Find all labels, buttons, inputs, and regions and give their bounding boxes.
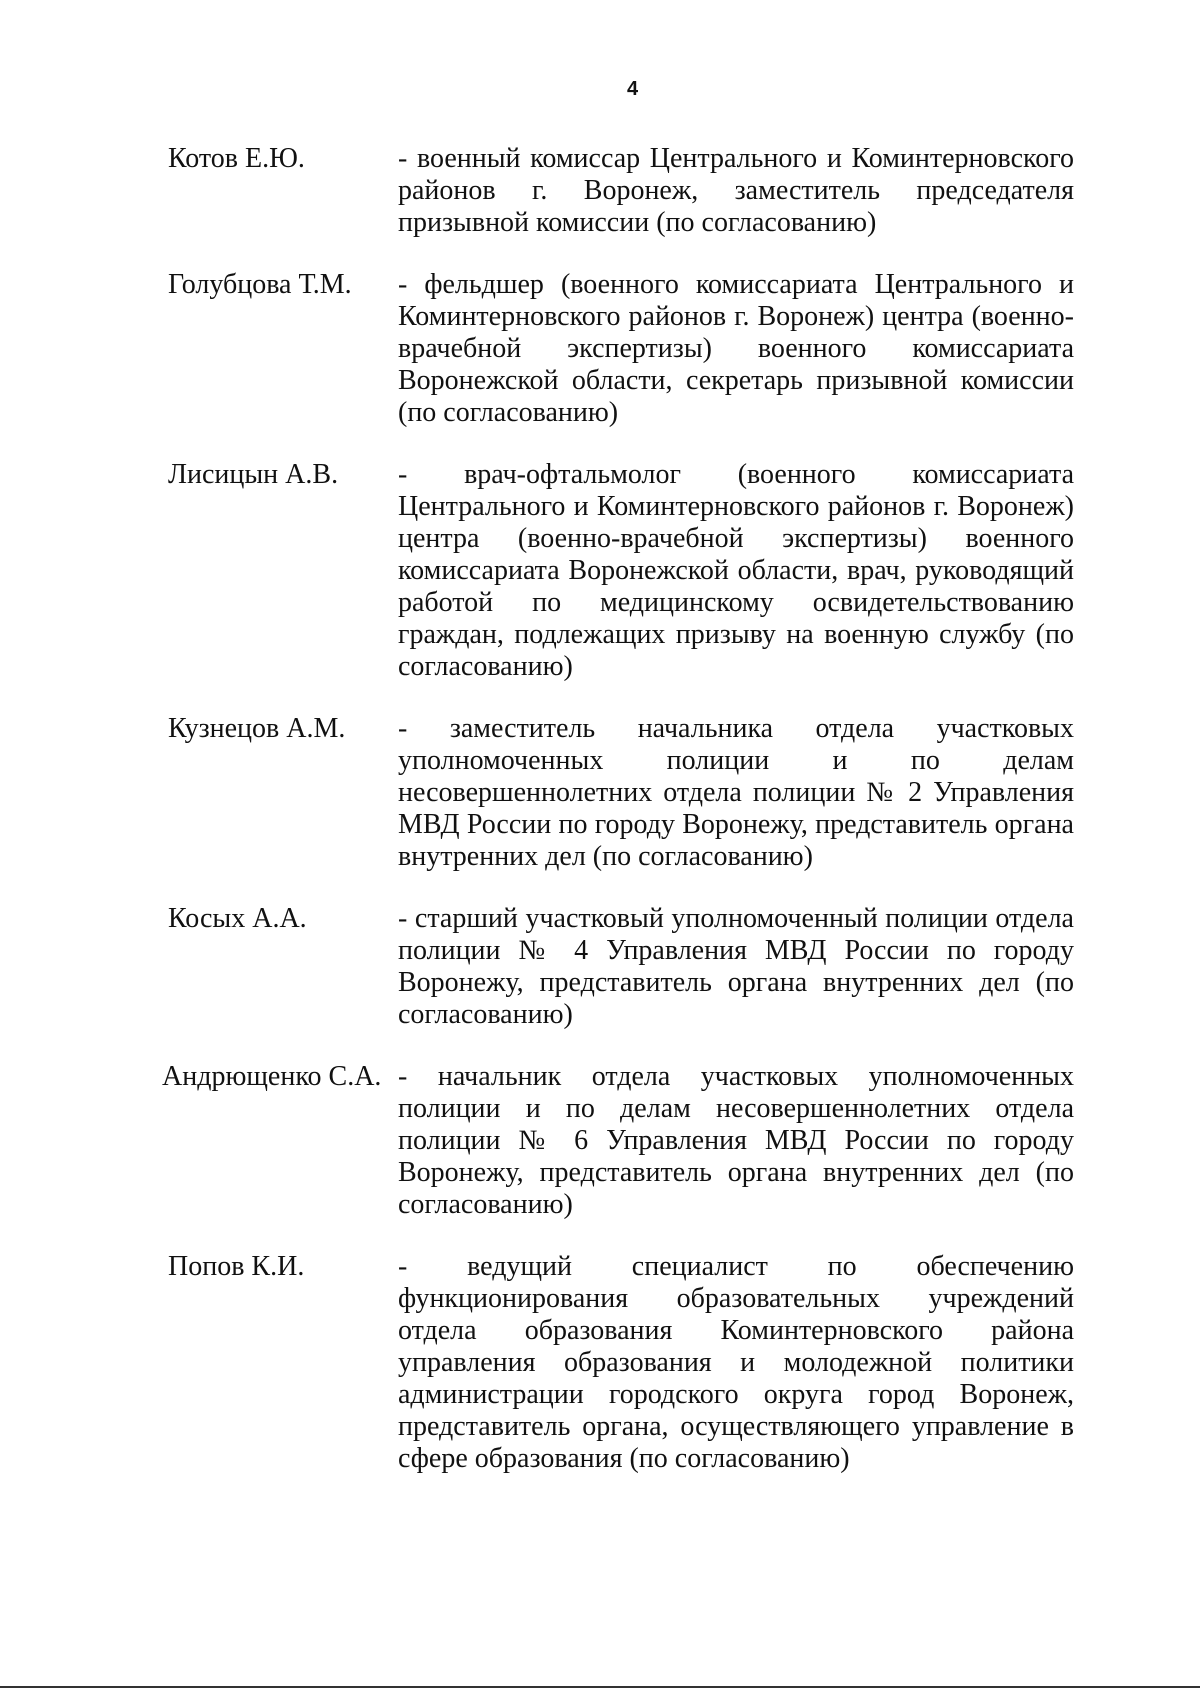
member-name: Андрющенко С.А. — [162, 1061, 382, 1092]
member-name: Лисицын А.В. — [168, 459, 339, 490]
member-entry — [168, 269, 1074, 429]
member-description: - врач-офтальмолог (военного комиссариата Центрального и Коминтерновского районов г. Воронеж) центра (военно-врачебной экспертизы) военного комиссариата Воронежской области, врач, руководящий работой по медицинскому освидетельствованию граждан, подлежащих призыву на военную службу (по согласованию) — [398, 459, 1074, 682]
member-entry — [168, 143, 1074, 239]
member-entry — [162, 1061, 1074, 1221]
member-name: Косых А.А. — [168, 903, 307, 934]
member-entry — [168, 1251, 1074, 1475]
commission-members-list — [162, 143, 1074, 1505]
member-name: Попов К.И. — [168, 1251, 305, 1282]
member-description: - старший участковый уполномоченный полиции отдела полиции № 4 Управления МВД России по городу Воронежу, представитель органа внутренних дел (по согласованию) — [398, 903, 1074, 1030]
member-entry — [168, 903, 1074, 1031]
member-description: - ведущий специалист по обеспечению функционирования образовательных учреждений отдела образования Коминтерновского района управления образования и молодежной политики администрации городского округа город Воронеж, представитель органа, осуществляющего управление в сфере образования (по согласованию) — [398, 1251, 1074, 1474]
page-number: 4 — [626, 78, 639, 100]
member-description: - заместитель начальника отдела участковых уполномоченных полиции и по делам несовершеннолетних отдела полиции № 2 Управления МВД России по городу Воронежу, представитель органа внутренних дел (по согласованию) — [398, 713, 1074, 872]
member-name: Котов Е.Ю. — [168, 143, 305, 174]
bottom-divider — [0, 1686, 1200, 1688]
member-description: - фельдшер (военного комиссариата Центрального и Коминтерновского районов г. Воронеж) центра (военно-врачебной экспертизы) военного комиссариата Воронежской области, секретарь призывной комиссии (по согласованию) — [398, 269, 1074, 428]
member-name: Голубцова Т.М. — [168, 269, 352, 300]
member-description: - начальник отдела участковых уполномоченных полиции и по делам несовершеннолетних отдела полиции № 6 Управления МВД России по городу Воронежу, представитель органа внутренних дел (по согласованию) — [398, 1061, 1074, 1220]
member-entry — [168, 713, 1074, 873]
member-entry — [168, 459, 1074, 683]
member-description: - военный комиссар Центрального и Коминтерновского районов г. Воронеж, заместитель председателя призывной комиссии (по согласованию) — [398, 143, 1074, 238]
member-name: Кузнецов А.М. — [168, 713, 346, 744]
